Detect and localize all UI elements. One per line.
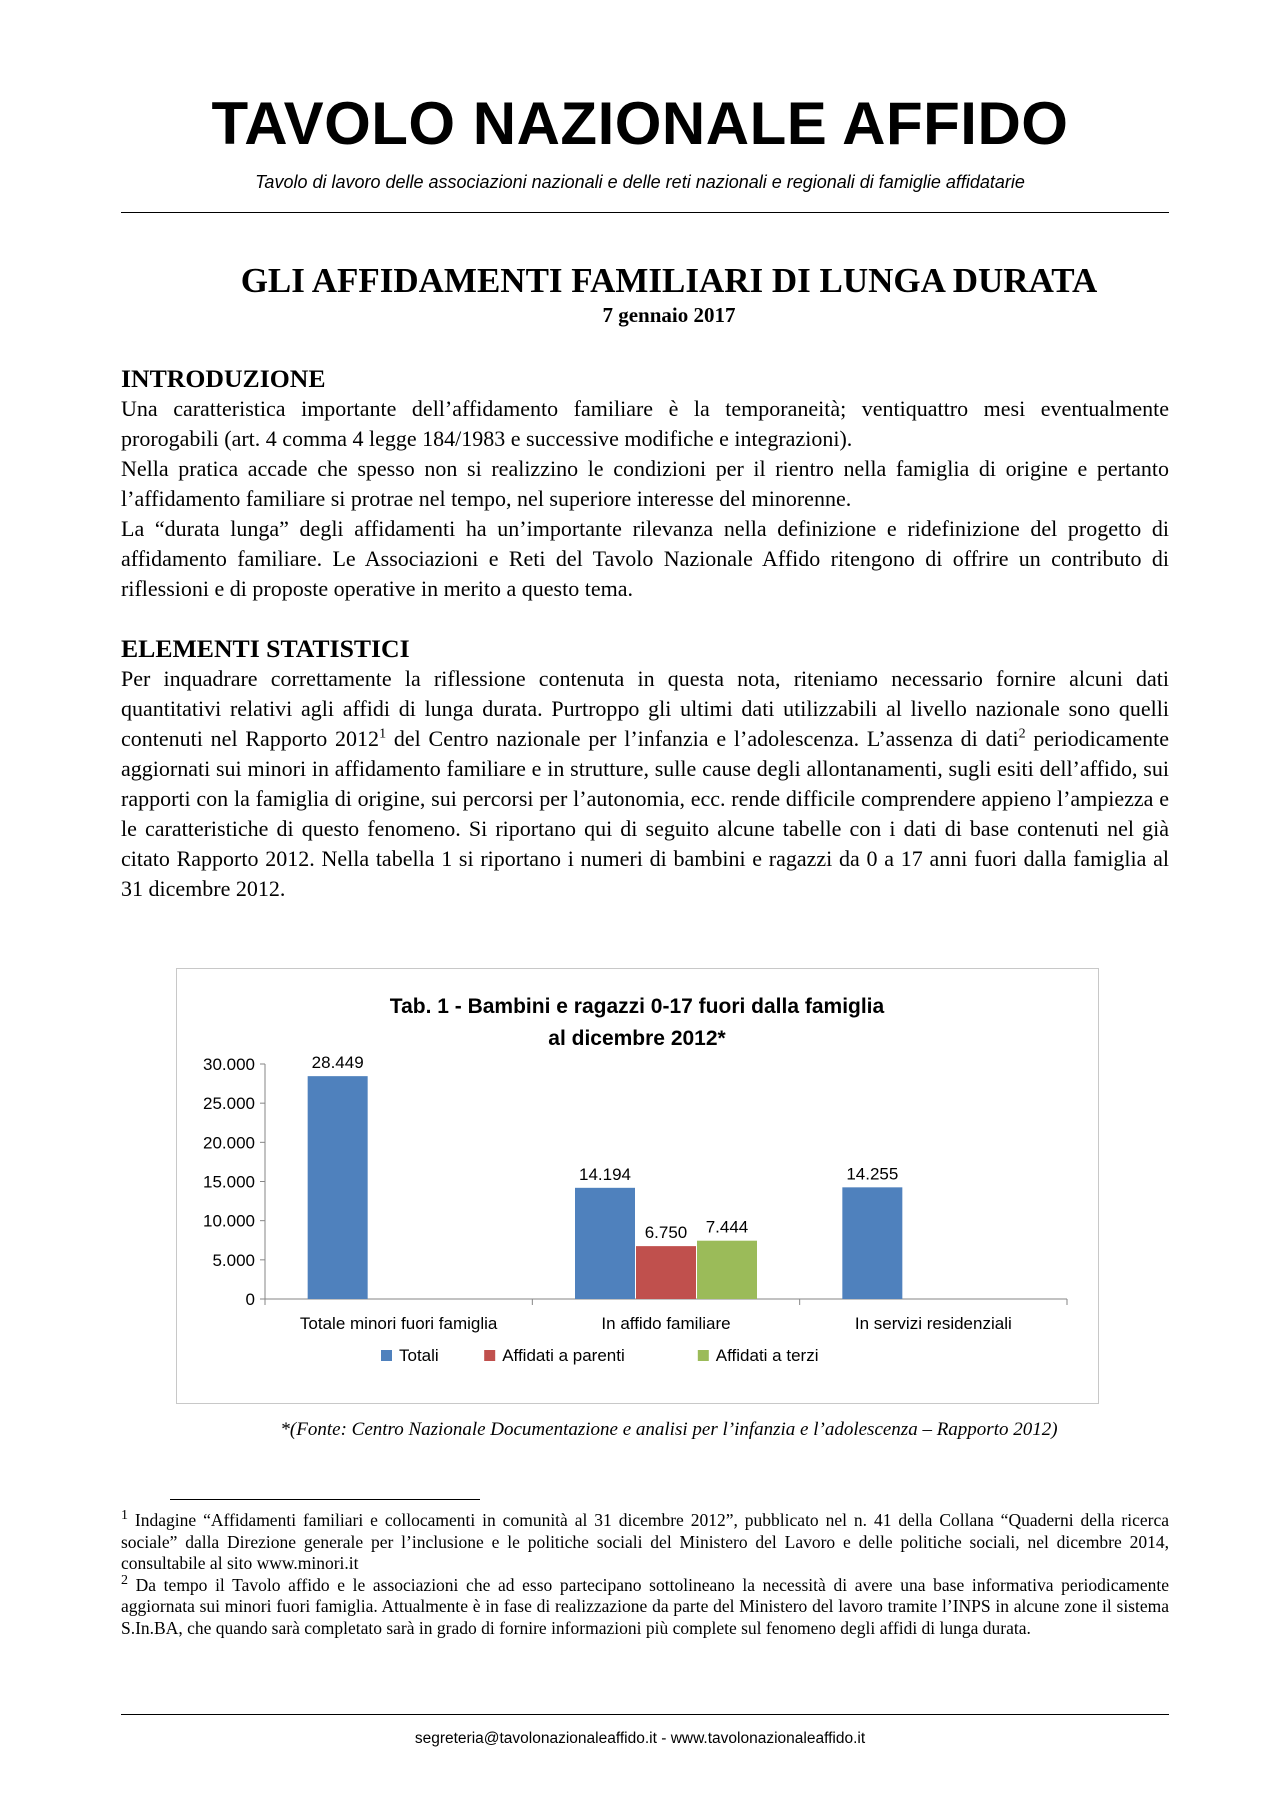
intro-paragraph: Nella pratica accade che spesso non si realizzino le condizioni per il rientro nella famiglia di origine e pertanto l’affidamento familiare si protrae nel tempo, nel superiore interesse del minorenne. — [121, 456, 1169, 511]
category-label: In affido familiare — [601, 1314, 731, 1333]
footnote-marker: 2 — [121, 1572, 128, 1588]
y-tick-label: 25.000 — [203, 1094, 255, 1114]
y-tick-label: 15.000 — [203, 1172, 255, 1192]
legend-label: Affidati a terzi — [715, 1346, 819, 1365]
statistics-text: periodicamente aggiornati sui minori in affidamento familiare e in strutture, sulle cause degli allontanamenti, sugli esiti dell’affido, sui rapporti con la famiglia di origine, sui percorsi per l’autonomia, ecc. rende difficile comprendere appieno l’ampiezza e le caratteristiche di questo fenomeno. Si riportano qui di seguito alcune tabelle con i dati di base contenuti nel già citato Rapporto 2012. Nella tabella 1 si riportano i numeri di bambini e ragazzi da 0 a 17 anni fuori dalla famiglia al 31 dicembre 2012. — [121, 726, 1170, 901]
introduction-section — [121, 364, 1169, 604]
bar — [575, 1188, 635, 1299]
statistics-heading: ELEMENTI STATISTICI — [121, 634, 410, 663]
header-divider — [121, 212, 1169, 213]
legend-swatch — [698, 1350, 709, 1361]
document-date: 7 gennaio 2017 — [602, 303, 736, 327]
statistics-paragraph — [121, 664, 1169, 904]
data-label: 14.255 — [846, 1164, 899, 1184]
legend-label: Affidati a parenti — [502, 1346, 625, 1365]
header-title: TAVOLO NAZIONALE AFFIDO — [211, 90, 1069, 157]
bar — [636, 1246, 696, 1299]
data-label: 28.449 — [311, 1053, 364, 1073]
y-tick-label: 10.000 — [203, 1211, 255, 1231]
header-subtitle: Tavolo di lavoro delle associazioni nazionali e delle reti nazionali e regionali di famiglie affidatarie — [255, 172, 1025, 192]
legend-label: Totali — [399, 1346, 439, 1365]
footnote-1 — [121, 1510, 1169, 1575]
footnote-divider — [170, 1499, 480, 1500]
footer-contacts[interactable]: segreteria@tavolonazionaleaffido.it - www.tavolonazionaleaffido.it — [414, 1730, 866, 1747]
footnote-text: Indagine “Affidamenti familiari e collocamenti in comunità al 31 dicembre 2012”, pubblicato nel n. 41 della Collana “Quaderni della ricerca sociale” dalla Direzione generale per l’inclusione e le politiche sociali del Ministero del Lavoro e delle politiche sociali, nel dicembre 2014, consultabile al sito www.minori.it — [121, 1510, 1169, 1573]
footnote-ref-1[interactable]: 1 — [379, 726, 387, 742]
y-tick-label: 0 — [245, 1290, 255, 1309]
document-title: GLI AFFIDAMENTI FAMILIARI DI LUNGA DURATA — [240, 261, 1098, 300]
bar — [697, 1241, 757, 1299]
y-tick-label: 5.000 — [212, 1250, 255, 1270]
statistics-section — [121, 634, 1169, 904]
data-label: 14.194 — [579, 1164, 631, 1184]
y-tick-label: 20.000 — [203, 1133, 255, 1153]
legend-swatch — [381, 1350, 392, 1361]
bar — [842, 1187, 902, 1299]
statistics-text: del Centro nazionale per l’infanzia e l’adolescenza. L’assenza di dati — [386, 726, 1019, 751]
chart-title-line: Tab. 1 - Bambini e ragazzi 0-17 fuori dalla famiglia — [389, 995, 885, 1018]
footnotes — [121, 1510, 1169, 1639]
category-label: Totale minori fuori famiglia — [299, 1314, 498, 1333]
bar — [308, 1076, 368, 1299]
intro-paragraph: La “durata lunga” degli affidamenti ha un’importante rilevanza nella definizione e ridefinizione del progetto di affidamento familiare. Le Associazioni e Reti del Tavolo Nazionale Affido ritengono di offrire un contributo di riflessioni e di proposte operative in merito a questo tema. — [121, 516, 1169, 601]
statistics-text: Per inquadrare correttamente la riflessione contenuta in questa nota, riteniamo necessario fornire alcuni dati quantitativi relativi agli affidi di lunga durata. Purtroppo gli ultimi dati utilizzabili al livello nazionale sono quelli contenuti nel Rapporto 2012 — [121, 666, 1169, 751]
chart-title-line: al dicembre 2012* — [548, 1027, 726, 1050]
data-label: 6.750 — [644, 1223, 688, 1243]
data-label: 7.444 — [705, 1217, 749, 1237]
footnote-ref-2[interactable]: 2 — [1018, 726, 1026, 742]
intro-paragraph: Una caratteristica importante dell’affidamento familiare è la temporaneità; ventiquattro mesi eventualmente prorogabili (art. 4 comma 4 legge 184/1983 e successive modifiche e integrazioni). — [121, 396, 1169, 451]
legend-swatch — [484, 1350, 495, 1361]
y-tick-label: 30.000 — [203, 1055, 255, 1074]
footnote-2 — [121, 1572, 1169, 1640]
category-label: In servizi residenziali — [854, 1314, 1012, 1333]
footnote-marker: 1 — [121, 1508, 128, 1524]
chart-frame — [176, 968, 1099, 1404]
footer-divider — [121, 1714, 1169, 1715]
bar-chart — [177, 969, 1098, 1403]
footnote-text: Da tempo il Tavolo affido e le associazioni che ad esso partecipano sottolineano la necessità di avere una base informativa periodicamente aggiornata sui minori fuori famiglia. Attualmente è in fase di realizzazione da parte del Ministero del lavoro tramite l’INPS in alcune zone il sistema S.In.BA, che quando sarà completato sarà in grado di fornire informazioni più complete sul fenomeno degli affidi di lunga durata. — [121, 1574, 1169, 1638]
introduction-heading: INTRODUZIONE — [121, 364, 326, 393]
chart-caption: *(Fonte: Centro Nazionale Documentazione e analisi per l’infanzia e l’adolescenza – Rapporto 2012) — [280, 1419, 1058, 1440]
